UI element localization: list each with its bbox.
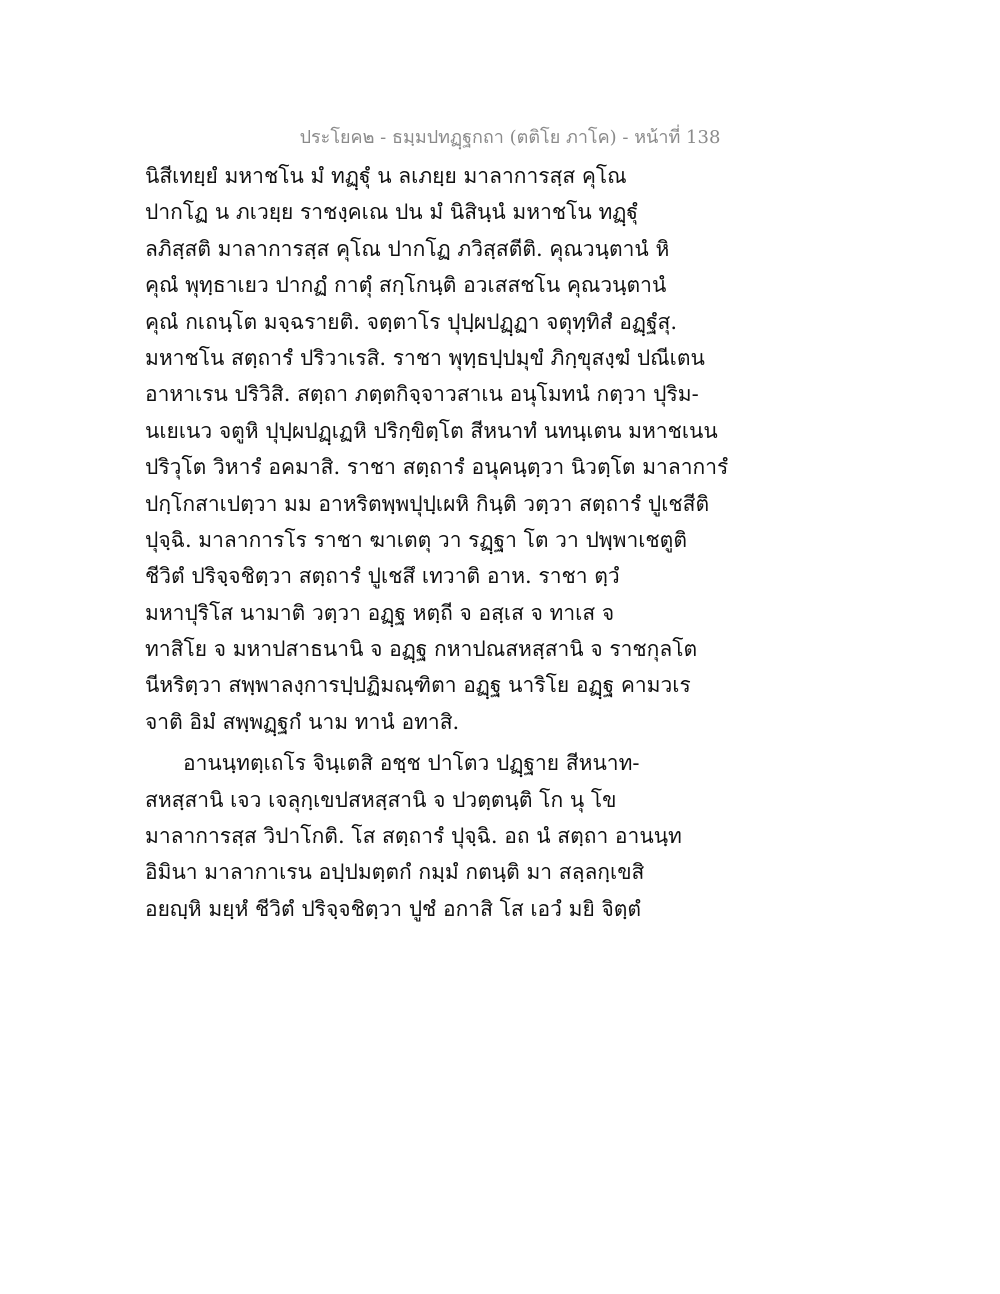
body-text bbox=[145, 158, 745, 927]
text-line: มหาปุริโส นามาติ วตฺวา อฏฺฐ หตฺถี จ อสฺเส จ ทาเส จ bbox=[145, 600, 615, 625]
text-line: ลภิสฺสติ มาลาการสฺส คุโณ ปากโฏ ภวิสฺสตีติ. คุณวนฺตานํ หิ bbox=[145, 236, 670, 261]
text-line: อาหาเรน ปริวิสิ. สตฺถา ภตฺตกิจฺจาวสาเน อนุโมทนํ กตฺวา ปุริม- bbox=[145, 382, 699, 407]
text-line: ชีวิตํ ปริจฺจชิตฺวา สตฺถารํ ปูเชสึ เทวาติ อาห. ราชา ตฺวํ bbox=[145, 564, 620, 589]
text-line: ทาสิโย จ มหาปสาธนานิ จ อฏฺฐ กหาปณสหสฺสานิ จ ราชกุลโต bbox=[145, 637, 698, 662]
text-line: จาติ อิมํ สพฺพฏฺฐกํ นาม ทานํ อทาสิ. bbox=[145, 709, 460, 734]
text-line: นีหริตฺวา สพฺพาลงฺการปฺปฏิมณฺฑิตา อฏฺฐ นาริโย อฏฺฐ คามวเร bbox=[145, 673, 691, 698]
text-line: มหาชโน สตฺถารํ ปริวาเรสิ. ราชา พุทฺธปฺปมุขํ ภิกฺขุสงฺฆํ ปณีเตน bbox=[145, 345, 705, 370]
text-line: คุณํ พุทฺธาเยว ปากฏํ กาตุํ สกฺโกนฺติ อวเสสชโน คุณวนฺตานํ bbox=[145, 273, 667, 298]
text-line: ปากโฏ น ภเวยฺย ราชงฺคเณ ปน มํ นิสินฺนํ มหาชโน ทฏฺฐุํ bbox=[145, 200, 638, 225]
text-line: นิสีเทยฺยํ มหาชโน มํ ทฏฺฐุํ น ลเภยฺย มาลาการสฺส คุโณ bbox=[145, 164, 627, 188]
text-line: อยญฺหิ มยฺหํ ชีวิตํ ปริจฺจชิตฺวา ปูชํ อกาสิ โส เอวํ มยิ จิตฺตํ bbox=[145, 896, 642, 921]
running-header-text: ประโยค๒ - ธมฺมปทฏฺฐกถา (ตติโย ภาโค) - หน้าที่ 138 bbox=[299, 127, 721, 148]
text-line: ปุจฺฉิ. มาลาการโร ราชา ฆาเตตุ วา รฏฺฐา โต วา ปพฺพาเชตูติ bbox=[145, 527, 687, 552]
text-line: นเยเนว จตูหิ ปุปฺผปฏฺเฏหิ ปริกฺขิตฺโต สีหนาทํ นทนฺเตน มหาชเนน bbox=[145, 418, 718, 443]
text-line: ปกฺโกสาเปตฺวา มม อาหริตพฺพปุปฺเผหิ กินฺติ วตฺวา สตฺถารํ ปูเชสีติ bbox=[145, 491, 710, 516]
text-line: มาลาการสฺส วิปาโกติ. โส สตฺถารํ ปุจฺฉิ. อถ นํ สตฺถา อานนฺท bbox=[145, 824, 682, 849]
text-line: คุณํ กเถนฺโต มจฺฉรายติ. จตฺตาโร ปุปฺผปฏฺฏา จตุทฺทิสํ อฏฺฐํสุ. bbox=[145, 309, 678, 334]
text-line-indented: อานนฺทตฺเถโร จินฺเตสิ อชฺช ปาโตว ปฏฺฐาย สีหนาท- bbox=[183, 751, 640, 776]
text-line: สหสฺสานิ เจว เจลุกฺเขปสหสฺสานิ จ ปวตฺตนฺติ โก นุ โข bbox=[145, 787, 617, 812]
text-line: อิมินา มาลากาเรน อปฺปมตฺตกํ กมฺมํ กตนฺติ มา สลฺลกฺเขสิ bbox=[145, 860, 645, 885]
running-header bbox=[0, 122, 1000, 151]
text-line: ปริวุโต วิหารํ อคมาสิ. ราชา สตฺถารํ อนุคนฺตฺวา นิวตฺโต มาลาการํ bbox=[145, 455, 729, 480]
